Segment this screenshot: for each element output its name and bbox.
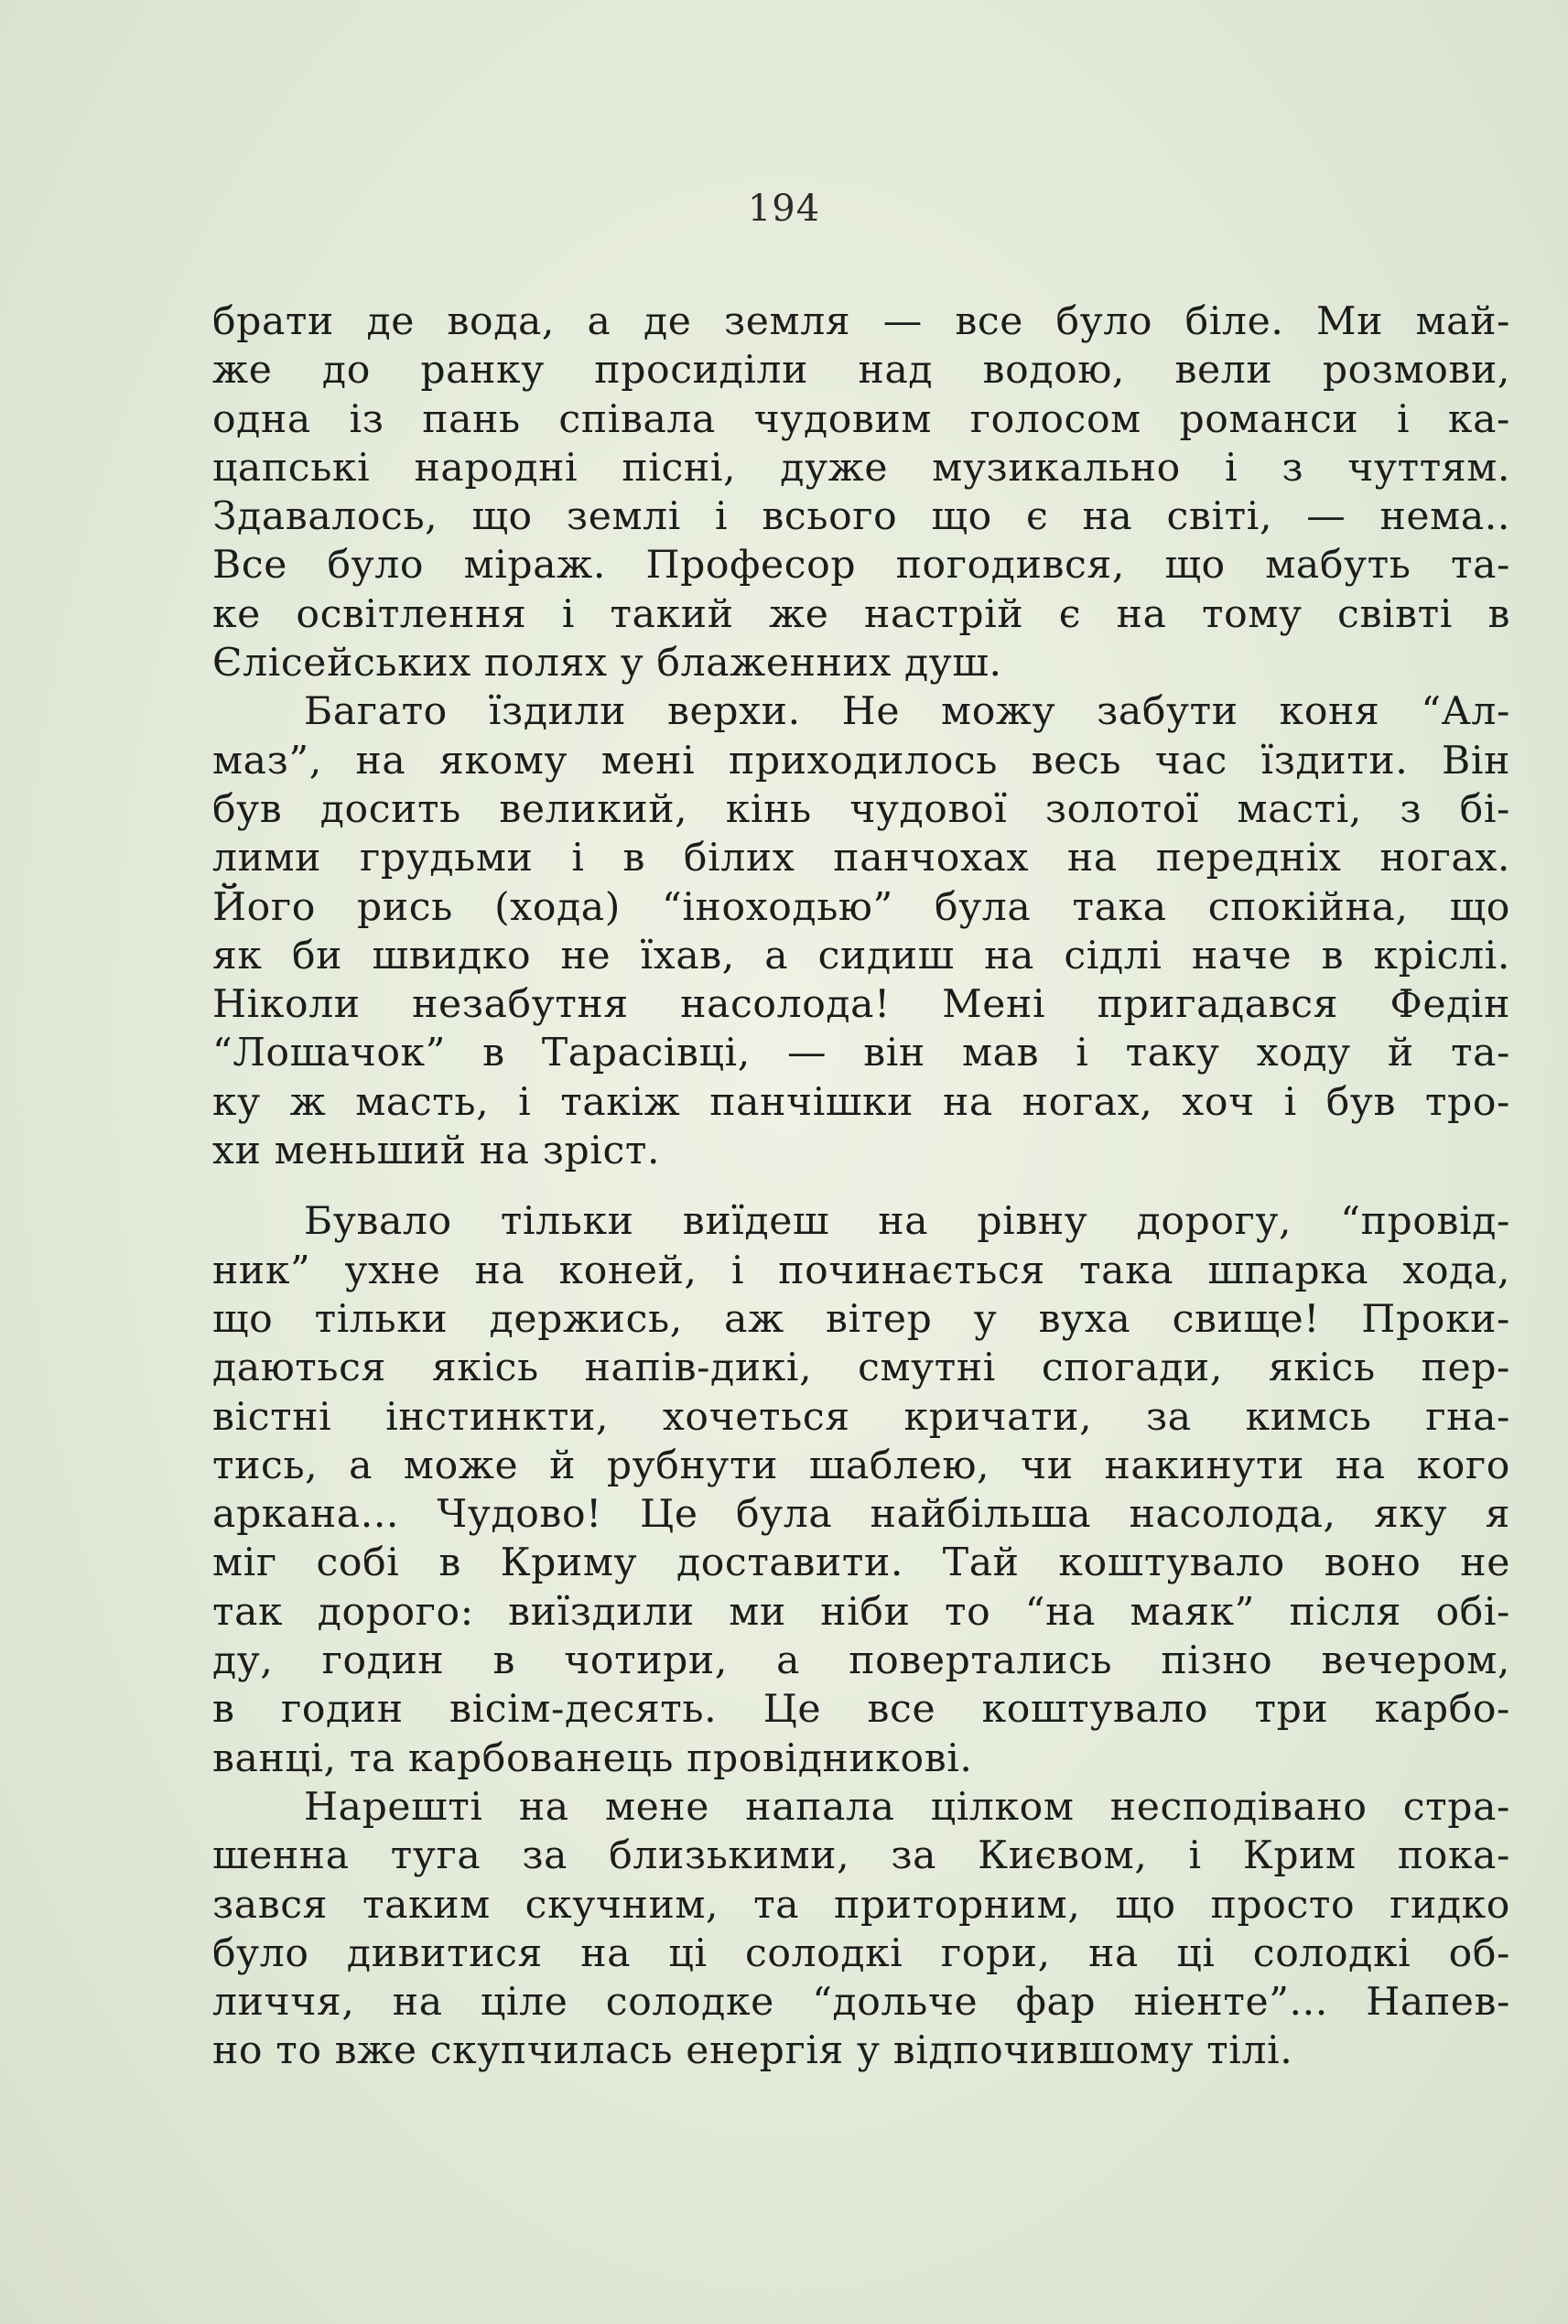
text-line: одна із пань співала чудовим голосом романси і ка- — [212, 396, 1510, 442]
text-line: Його рись (хода) “іноходью” була така спокійна, що — [212, 884, 1510, 930]
page-number: 194 — [747, 188, 821, 230]
text-line: маз”, на якому мені приходилось весь час їздити. Він — [212, 738, 1510, 784]
text-line: Бувало тільки виїдеш на рівну дорогу, “провід- — [304, 1199, 1510, 1245]
text-line: же до ранку просиділи над водою, вели розмови, — [212, 348, 1510, 394]
paragraph-gap — [212, 1175, 1510, 1197]
text-line: личчя, на ціле солодке “дольче фар ніенте”... Напев- — [212, 1980, 1510, 2026]
text-line: вістні інстинкти, хочеться кричати, за кимсь гна- — [212, 1394, 1510, 1440]
text-line: “Лошачок” в Тарасівці, — він мав і таку ходу й та- — [212, 1031, 1510, 1076]
text-line: Єлісейських полях у блаженних душ. — [212, 641, 1002, 686]
text-line: ке освітлення і такий же настрій є на тому свівті в — [212, 591, 1510, 637]
text-line: Багато їздили верхи. Не можу забути коня “Ал- — [304, 689, 1510, 735]
text-line: ду, годин в чотири, а повертались пізно вечером, — [212, 1638, 1510, 1684]
text-line: як би швидко не їхав, а сидиш на сідлі наче в кріслі. — [212, 933, 1510, 978]
text-line: в годин вісім-десять. Це все коштувало три карбо- — [212, 1687, 1510, 1733]
paragraph — [212, 1197, 1510, 1783]
text-line: ник” ухне на коней, і починається така шпарка хода, — [212, 1248, 1510, 1293]
text-line: но то вже скупчилась енергія у відпочившому тілі. — [212, 2028, 1293, 2074]
paragraph — [212, 1783, 1510, 2076]
text-line: був досить великий, кінь чудової золотої масті, з бі- — [212, 786, 1510, 832]
text-line: було дивитися на ці солодкі гори, на ці солодкі об- — [212, 1930, 1510, 1976]
text-line: ку ж масть, і такіж панчішки на ногах, хоч і був тро- — [212, 1079, 1510, 1125]
text-line: шенна туга за близькими, за Києвом, і Крим пока- — [212, 1833, 1510, 1879]
text-line: міг собі в Криму доставити. Тай коштувало воно не — [212, 1540, 1510, 1586]
text-line: лими грудьми і в білих панчохах на передніх ногах. — [212, 836, 1510, 881]
text-line: брати де вода, а де земля — все було біле. Ми май- — [212, 299, 1510, 344]
text-line: зався таким скучним, та приторним, що просто гидко — [212, 1882, 1510, 1928]
text-line: так дорого: виїздили ми ніби то “на маяк” після обі- — [212, 1589, 1510, 1635]
text-line: Нарешті на мене напала цілком несподівано стра- — [304, 1784, 1510, 1830]
text-line: аркана... Чудово! Це була найбільша насолода, яку я — [212, 1492, 1510, 1538]
text-line: даються якісь напів-дикі, смутні спогади, якісь пер- — [212, 1346, 1510, 1391]
text-line: Ніколи незабутня насолода! Мені пригадався Федін — [212, 982, 1510, 1028]
text-line: що тільки держись, аж вітер у вуха свище! Проки- — [212, 1296, 1510, 1342]
text-line: ванці, та карбованець провідникові. — [212, 1735, 973, 1781]
text-line: Все було міраж. Професор погодився, що мабуть та- — [212, 543, 1510, 589]
text-line: хи меньший на зріст. — [212, 1129, 661, 1174]
text-line: цапські народні пісні, дуже музикально і з чуттям. — [212, 445, 1510, 491]
body-text — [212, 297, 1510, 2076]
text-line: Здавалось, що землі і всього що є на світі, — нема.. — [212, 494, 1510, 540]
text-line: тись, а може й рубнути шаблею, чи накинути на кого — [212, 1443, 1510, 1488]
paragraph — [212, 297, 1510, 687]
paragraph — [212, 687, 1510, 1175]
